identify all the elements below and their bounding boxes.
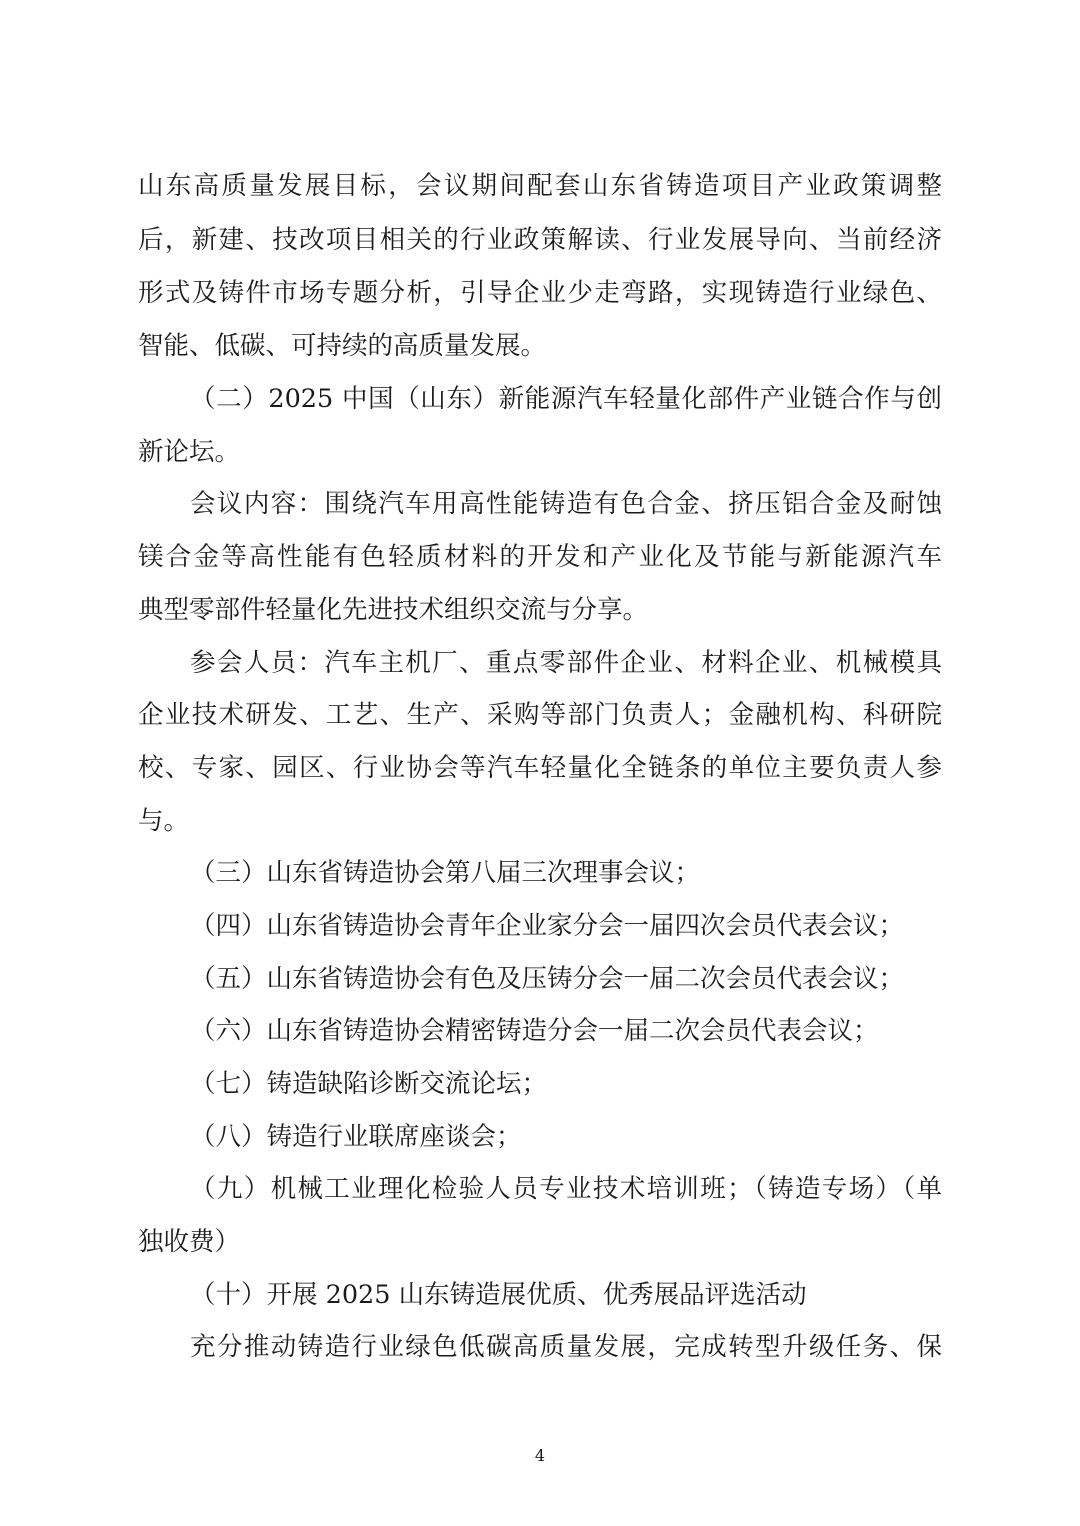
body-text-line: 镁合金等高性能有色轻质材料的开发和产业化及节能与新能源汽车 (138, 542, 942, 572)
body-text-line: 后，新建、技改项目相关的行业政策解读、行业发展导向、当前经济 (138, 225, 942, 255)
page-number: 4 (534, 1446, 546, 1465)
list-item: （七）铸造缺陷诊断交流论坛； (190, 1069, 548, 1099)
body-text-line: 充分推动铸造行业绿色低碳高质量发展，完成转型升级任务、保 (190, 1332, 942, 1362)
body-text-line: 企业技术研发、工艺、生产、采购等部门负责人；金融机构、科研院 (138, 700, 942, 730)
list-item: （三）山东省铸造协会第八届三次理事会议； (190, 858, 701, 888)
list-item: （五）山东省铸造协会有色及压铸分会一届二次会员代表会议； (190, 964, 905, 994)
list-item: （九）机械工业理化检验人员专业技术培训班；（铸造专场）（单 (190, 1174, 942, 1204)
section-heading-line: （二）2025 中国（山东）新能源汽车轻量化部件产业链合作与创 (190, 384, 942, 414)
body-text-line: 参会人员：汽车主机厂、重点零部件企业、材料企业、机械模具 (190, 648, 942, 678)
list-item: （四）山东省铸造协会青年企业家分会一届四次会员代表会议； (190, 911, 905, 941)
section-heading-line: 新论坛。 (138, 437, 241, 467)
body-text-line: 校、专家、园区、行业协会等汽车轻量化全链条的单位主要负责人参 (138, 753, 942, 783)
body-text-line: 与。 (138, 806, 190, 836)
section-heading-line: （十）开展 2025 山东铸造展优质、优秀展品评选活动 (190, 1280, 807, 1310)
list-item: （六）山东省铸造协会精密铸造分会一届二次会员代表会议； (190, 1016, 879, 1046)
list-item: （八）铸造行业联席座谈会； (190, 1122, 522, 1152)
body-text-line: 山东高质量发展目标，会议期间配套山东省铸造项目产业政策调整 (138, 171, 942, 201)
body-text-line: 会议内容：围绕汽车用高性能铸造有色合金、挤压铝合金及耐蚀 (190, 489, 942, 519)
body-text-line: 典型零部件轻量化先进技术组织交流与分享。 (138, 595, 649, 625)
list-item: 独收费） (138, 1227, 241, 1257)
body-text-line: 智能、低碳、可持续的高质量发展。 (138, 331, 547, 361)
body-text-line: 形式及铸件市场专题分析，引导企业少走弯路，实现铸造行业绿色、 (138, 278, 942, 308)
